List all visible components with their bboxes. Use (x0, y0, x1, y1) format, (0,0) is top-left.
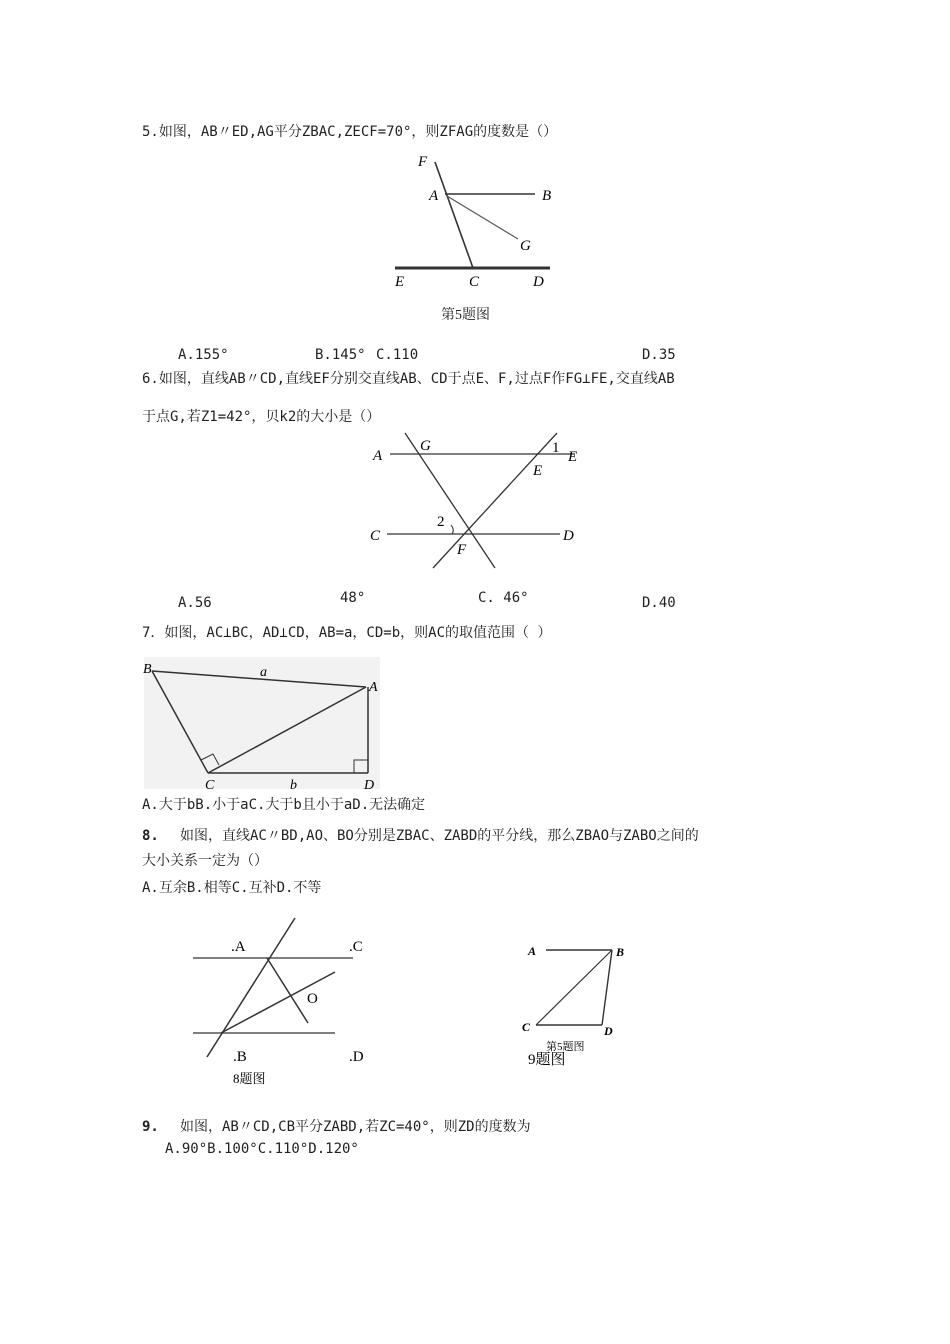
q8-caption: 8题图 (233, 1071, 266, 1086)
q9-label-c: C (522, 1020, 531, 1034)
q5-option-c: C.110 (376, 347, 419, 363)
q6-line1: 6.如图，直线AB〃CD,直线EF分别交直线AB、CD于点E、F,过点F作FG⊥FE,交直线AB (142, 371, 675, 387)
q6-label-d: D (563, 528, 574, 544)
q5-label-a: A (429, 188, 439, 204)
q8-number: 8. (142, 828, 159, 844)
q6-label-e: E (533, 463, 543, 479)
q6-label-c: C (370, 528, 381, 544)
q6-figure (365, 430, 585, 575)
q5-option-d: D.35 (642, 347, 676, 363)
q9-label-a: A (528, 944, 537, 958)
q7-label-b-side: b (290, 778, 297, 793)
q6-option-c: C. 46° (478, 590, 529, 606)
q6-option-a: A.56 (178, 595, 212, 611)
q7-figure (140, 655, 385, 795)
q6-label-b: E (568, 449, 578, 465)
q7-label-c: C (205, 778, 215, 793)
q6-line2: 于点G,若Z1=42°，贝k2的大小是（） (142, 409, 381, 425)
q9-label-d: D (604, 1024, 613, 1038)
q7-label-b: B (143, 662, 152, 677)
q7-text: 7．如图，AC⊥BC，AD⊥CD，AB=a，CD=b，则AC的取值范围（ ） (142, 625, 552, 641)
q9-number: 9. (142, 1119, 159, 1135)
q6-label-a: A (373, 448, 383, 464)
q5-label-g: G (520, 238, 531, 254)
q5-option-b: B.145° (315, 347, 366, 363)
q9-figure (520, 938, 640, 1068)
q8-label-b: .B (233, 1049, 247, 1065)
q5-caption: 第5题图 (441, 308, 490, 323)
q5-label-d: D (533, 274, 544, 290)
q5-label-e: E (395, 274, 405, 290)
q5-label-c: C (469, 274, 480, 290)
q9-label-b: B (616, 945, 625, 959)
q8-line2: 大小关系一定为（） (142, 853, 268, 869)
q8-figure (185, 915, 380, 1090)
q6-label-g: G (420, 438, 431, 454)
q8-label-d: .D (349, 1049, 364, 1065)
q6-label-2: 2 (437, 514, 445, 530)
q6-option-d: D.40 (642, 595, 676, 611)
q9-caption: 9题图 (528, 1052, 566, 1068)
q5-figure (385, 150, 565, 295)
q7-label-a-side: a (260, 665, 267, 680)
q5-label-f: F (418, 154, 428, 170)
q8-label-c: .C (349, 939, 363, 955)
q7-label-a: A (369, 680, 378, 695)
q8-options: A.互余B.相等C.互补D.不等 (142, 880, 322, 896)
q9-options: A.90°B.100°C.110°D.120° (165, 1141, 359, 1157)
q8-line1: 如图，直线AC〃BD,AO、BO分别是ZBAC、ZABD的平分线，那么ZBAO与ZABO之间的 (180, 828, 699, 844)
q6-label-1: 1 (552, 440, 560, 456)
q8-label-a: .A (231, 939, 246, 955)
q9-text: 如图，AB〃CD,CB平分ZABD,若ZC=40°，则ZD的度数为 (180, 1119, 531, 1135)
q5-text: 5.如图，AB〃ED,AG平分ZBAC,ZECF=70°，则ZFAG的度数是（） (142, 124, 558, 140)
q5-option-a: A.155° (178, 347, 229, 363)
q5-label-b: B (542, 188, 552, 204)
q7-options: A.大于bB.小于aC.大于b且小于aD.无法确定 (142, 797, 426, 813)
q9-inner-caption: 第5题图 (546, 1041, 585, 1053)
q7-label-d: D (364, 778, 375, 793)
q8-label-o: O (307, 991, 318, 1007)
q6-label-f: F (457, 542, 467, 558)
q6-option-b: 48° (340, 590, 366, 606)
